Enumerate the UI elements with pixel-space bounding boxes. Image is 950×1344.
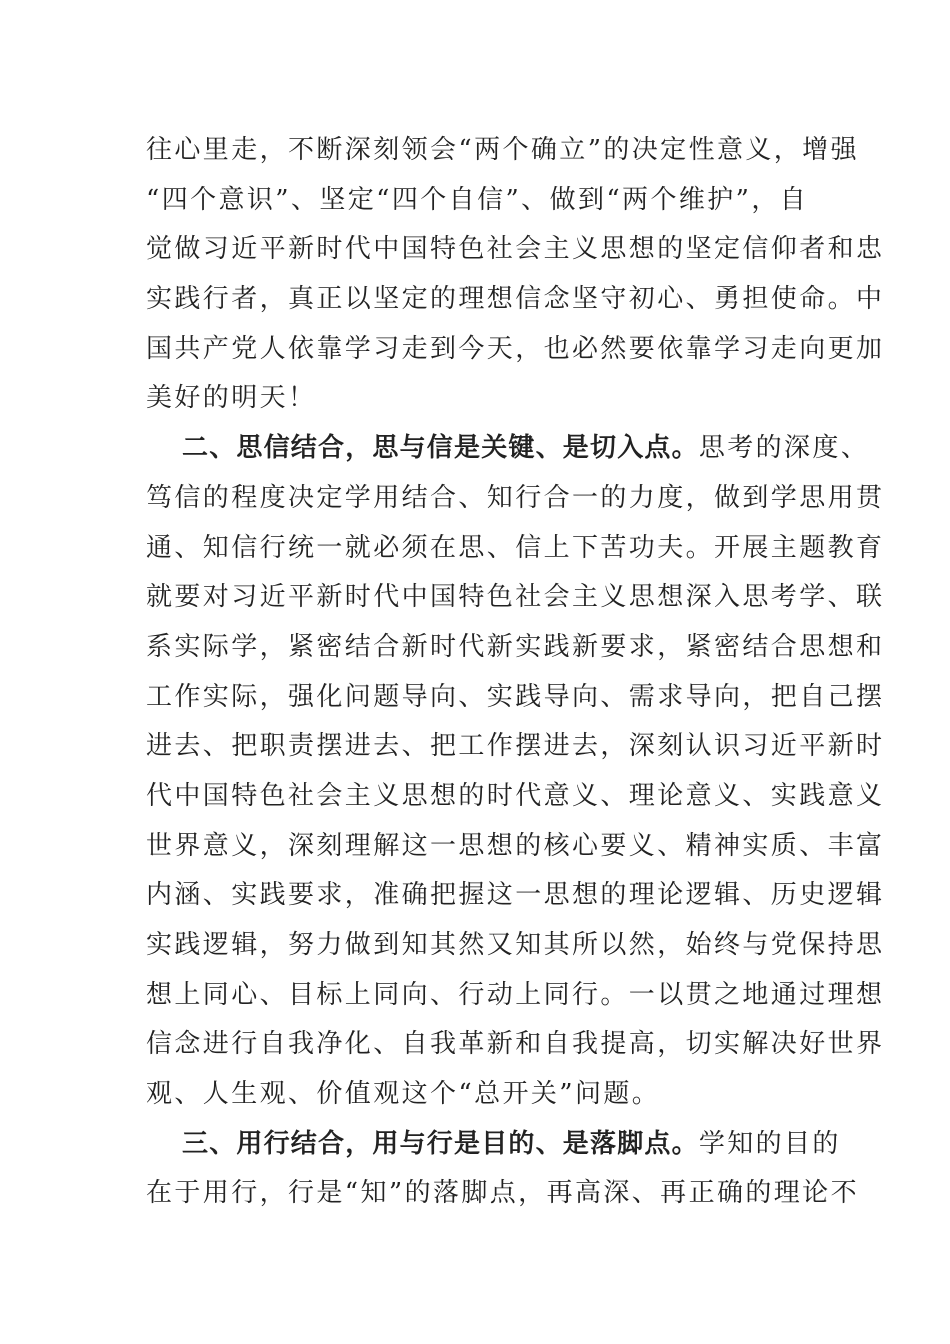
paragraph-2-line: 工作实际，强化问题导向、实践导向、需求导向，把自己摆 — [146, 681, 885, 712]
paragraph-2-line: 内涵、实践要求，准确把握这一思想的理论逻辑、历史逻辑 — [146, 880, 885, 911]
paragraph-1-line: 美好的明天！ — [146, 383, 317, 414]
paragraph-2-lead-text: 思考的深度、 — [698, 433, 870, 464]
paragraph-2-line: 想上同心、目标上同向、行动上同行。一以贯之地通过理想 — [146, 979, 885, 1010]
section-3-heading: 三、用行结合，用与行是目的、是落脚点。 — [182, 1128, 699, 1159]
paragraph-2-line: 通、知信行统一就必须在思、信上下苦功夫。开展主题教育 — [146, 532, 885, 563]
paragraph-1-line: 实践行者，真正以坚定的理想信念坚守初心、勇担使命。中 — [146, 284, 885, 315]
paragraph-2-line: 世界意义，深刻理解这一思想的核心要义、精神实质、丰富 — [146, 830, 885, 861]
paragraph-1-line: “四个意识”、坚定“四个自信”、做到“两个维护”，自 — [146, 184, 809, 215]
paragraph-2-line: 信念进行自我净化、自我革新和自我提高，切实解决好世界 — [146, 1029, 885, 1060]
document-body — [146, 126, 885, 1219]
paragraph-2-first-line — [146, 424, 870, 474]
paragraph-3-lead-text: 学知的目的 — [698, 1128, 841, 1159]
section-2-heading: 二、思信结合，思与信是关键、是切入点。 — [182, 433, 699, 464]
paragraph-2-line: 笃信的程度决定学用结合、知行合一的力度，做到学思用贯 — [146, 482, 885, 513]
paragraph-1-line: 国共产党人依靠学习走到今天，也必然要依靠学习走向更加 — [146, 333, 885, 364]
paragraph-2-line: 观、人生观、价值观这个“总开关”问题。 — [146, 1079, 661, 1110]
paragraph-2-line: 代中国特色社会主义思想的时代意义、理论意义、实践意义 — [146, 780, 885, 811]
paragraph-1-line: 往心里走，不断深刻领会“两个确立”的决定性意义，增强 — [146, 135, 859, 165]
paragraph-2-line: 就要对习近平新时代中国特色社会主义思想深入思考学、联 — [146, 582, 885, 613]
paragraph-2-line: 实践逻辑，努力做到知其然又知其所以然，始终与党保持思 — [146, 930, 885, 960]
paragraph-2-line: 系实际学，紧密结合新时代新实践新要求，紧密结合思想和 — [146, 631, 885, 662]
paragraph-3-line: 在于用行，行是“知”的落脚点，再高深、再正确的理论不 — [146, 1178, 859, 1209]
paragraph-3-first-line — [146, 1120, 841, 1170]
paragraph-2-line: 进去、把职责摆进去、把工作摆进去，深刻认识习近平新时 — [146, 731, 885, 762]
paragraph-1-line: 觉做习近平新时代中国特色社会主义思想的坚定信仰者和忠 — [146, 234, 885, 265]
